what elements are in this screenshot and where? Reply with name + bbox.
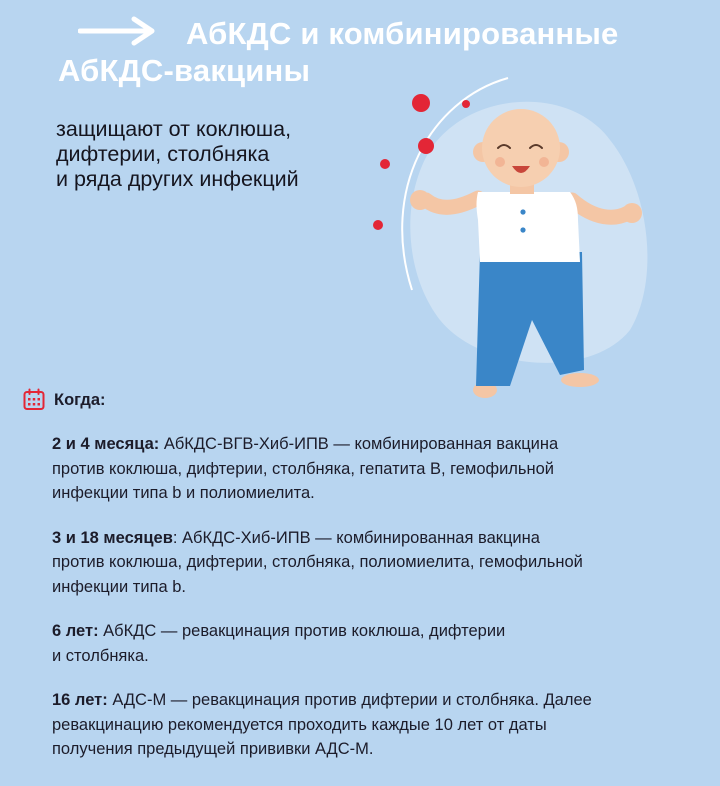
entry-text: АбКДС — ревакцинация против коклюша, дифтерии (98, 622, 506, 640)
baby-head (482, 109, 560, 187)
baby-illustration (360, 70, 660, 410)
red-dot (380, 159, 390, 169)
calendar-icon (22, 388, 46, 412)
baby-left-arm (426, 198, 478, 207)
entry-text: ревакцинацию рекомендуется проходить каждые 10 лет от даты (52, 715, 547, 734)
red-dot (418, 138, 434, 154)
entry-age: 3 и 18 месяцев (52, 528, 173, 547)
entry-text: получения предыдущей прививки АДС-М. (52, 740, 374, 758)
baby-pants (476, 252, 584, 386)
entry-text: АДС-М — ревакцинация против дифтерии и столбняка. Далее (107, 691, 592, 709)
entry-text: против коклюша, дифтерии, столбняка, гепатита В, гемофильной (52, 459, 555, 478)
schedule-entry (52, 619, 712, 668)
shirt-button (520, 227, 525, 232)
schedule-entry (52, 526, 712, 600)
arrow-right-icon (78, 14, 160, 46)
schedule-entry (52, 688, 712, 762)
shirt-button (520, 209, 525, 214)
when-label: Когда: (54, 390, 106, 409)
entry-text: АбКДС-ВГВ-Хиб-ИПВ — комбинированная вакцина (159, 435, 559, 453)
title-line-1: АбКДС и комбинированные (186, 16, 619, 51)
entry-text: инфекции типа b и полиомиелита. (52, 484, 315, 502)
subtitle (56, 117, 299, 192)
subtitle-line: дифтерии, столбняка (56, 142, 270, 166)
entry-age: 6 лет: (52, 622, 99, 640)
entry-text: : АбКДС-Хиб-ИПВ — комбинированная вакцина (172, 528, 540, 547)
entry-text: и столбняка. (52, 646, 149, 665)
entry-age: 16 лет: (52, 691, 108, 709)
title-line-2: АбКДС-вакцины (58, 53, 311, 88)
schedule-entry (52, 432, 712, 506)
when-header (22, 388, 106, 412)
baby-right-foot (561, 373, 599, 387)
baby-shirt (477, 192, 581, 262)
schedule-list (52, 432, 712, 782)
red-dot (462, 100, 470, 108)
subtitle-line: и ряда других инфекций (56, 167, 299, 191)
red-dot (373, 220, 383, 230)
entry-text: инфекции типа b. (52, 577, 186, 596)
subtitle-line: защищают от коклюша, (56, 117, 292, 141)
entry-age: 2 и 4 месяца: (52, 435, 160, 453)
entry-text: против коклюша, дифтерии, столбняка, полиомиелита, гемофильной (52, 553, 583, 571)
red-dot (412, 94, 430, 112)
